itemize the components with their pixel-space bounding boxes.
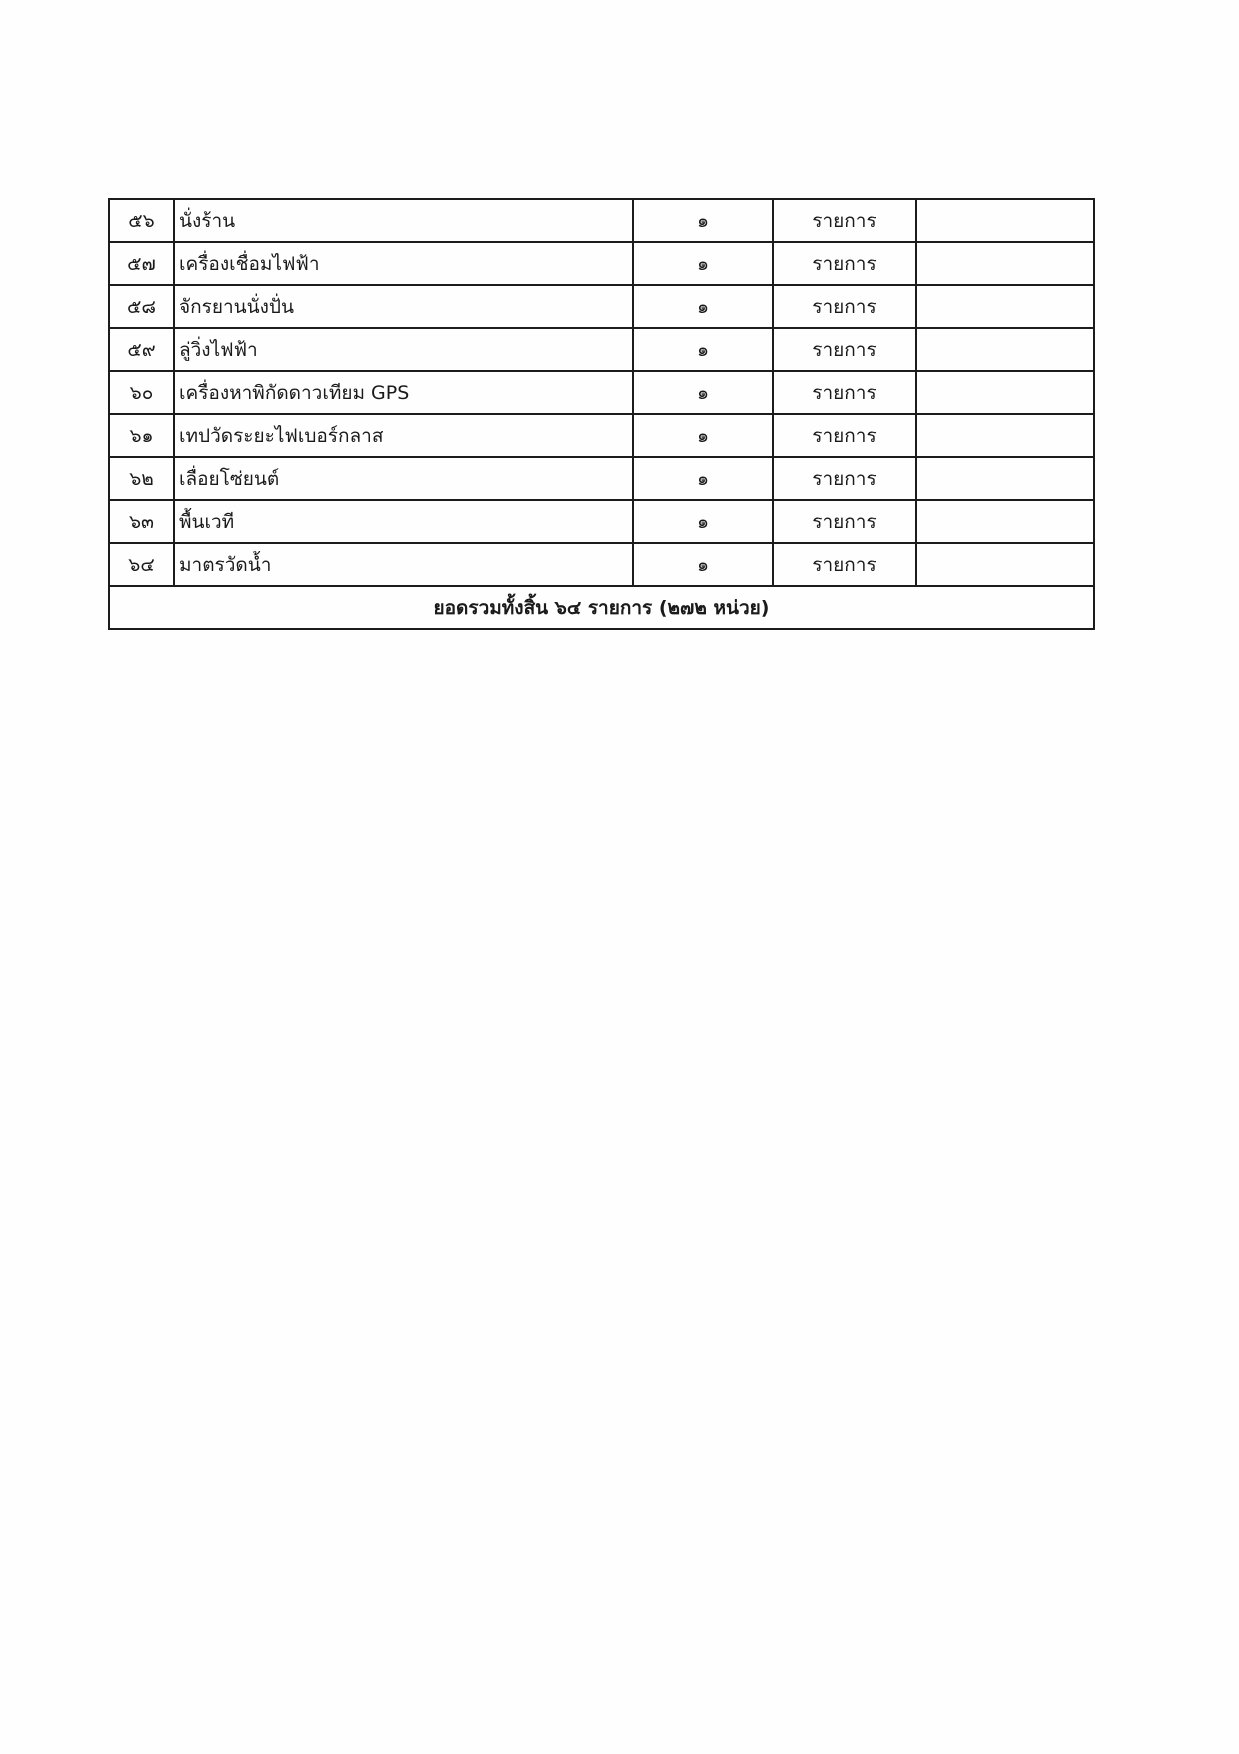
item-quantity: ๑ — [633, 457, 773, 500]
table-row — [109, 328, 1094, 371]
item-name: เครื่องหาพิกัดดาวเทียม GPS — [174, 371, 633, 414]
item-name: นั่งร้าน — [174, 199, 633, 242]
table-row — [109, 457, 1094, 500]
item-name: ลู่วิ่งไฟฟ้า — [174, 328, 633, 371]
row-number: ๖๑ — [109, 414, 174, 457]
item-unit: รายการ — [773, 371, 916, 414]
item-quantity: ๑ — [633, 199, 773, 242]
item-note — [916, 543, 1094, 586]
row-number: ๖๒ — [109, 457, 174, 500]
item-name: เลื่อยโซ่ยนต์ — [174, 457, 633, 500]
row-number: ๕๙ — [109, 328, 174, 371]
item-unit: รายการ — [773, 500, 916, 543]
item-quantity: ๑ — [633, 414, 773, 457]
item-quantity: ๑ — [633, 328, 773, 371]
item-note — [916, 414, 1094, 457]
item-quantity: ๑ — [633, 543, 773, 586]
row-number: ๖๔ — [109, 543, 174, 586]
item-name: เครื่องเชื่อมไฟฟ้า — [174, 242, 633, 285]
table-row — [109, 543, 1094, 586]
item-name: เทปวัดระยะไฟเบอร์กลาส — [174, 414, 633, 457]
table-row — [109, 500, 1094, 543]
item-quantity: ๑ — [633, 242, 773, 285]
item-unit: รายการ — [773, 414, 916, 457]
table-row — [109, 242, 1094, 285]
table-row — [109, 371, 1094, 414]
total-row — [109, 586, 1094, 629]
item-name: พื้นเวที — [174, 500, 633, 543]
table-row — [109, 199, 1094, 242]
item-unit: รายการ — [773, 242, 916, 285]
item-note — [916, 457, 1094, 500]
item-note — [916, 199, 1094, 242]
item-note — [916, 242, 1094, 285]
item-note — [916, 285, 1094, 328]
item-name: มาตรวัดน้ำ — [174, 543, 633, 586]
row-number: ๕๗ — [109, 242, 174, 285]
item-unit: รายการ — [773, 285, 916, 328]
item-unit: รายการ — [773, 457, 916, 500]
row-number: ๕๘ — [109, 285, 174, 328]
item-quantity: ๑ — [633, 500, 773, 543]
item-quantity: ๑ — [633, 285, 773, 328]
equipment-table — [108, 198, 1095, 630]
row-number: ๖๓ — [109, 500, 174, 543]
item-name: จักรยานนั่งปั่น — [174, 285, 633, 328]
row-number: ๕๖ — [109, 199, 174, 242]
grand-total: ยอดรวมทั้งสิ้น ๖๔ รายการ (๒๗๒ หน่วย) — [109, 586, 1094, 629]
item-unit: รายการ — [773, 543, 916, 586]
item-note — [916, 500, 1094, 543]
item-unit: รายการ — [773, 328, 916, 371]
item-note — [916, 371, 1094, 414]
table-row — [109, 414, 1094, 457]
equipment-table-body — [109, 199, 1094, 629]
table-row — [109, 285, 1094, 328]
item-unit: รายการ — [773, 199, 916, 242]
item-note — [916, 328, 1094, 371]
row-number: ๖๐ — [109, 371, 174, 414]
item-quantity: ๑ — [633, 371, 773, 414]
